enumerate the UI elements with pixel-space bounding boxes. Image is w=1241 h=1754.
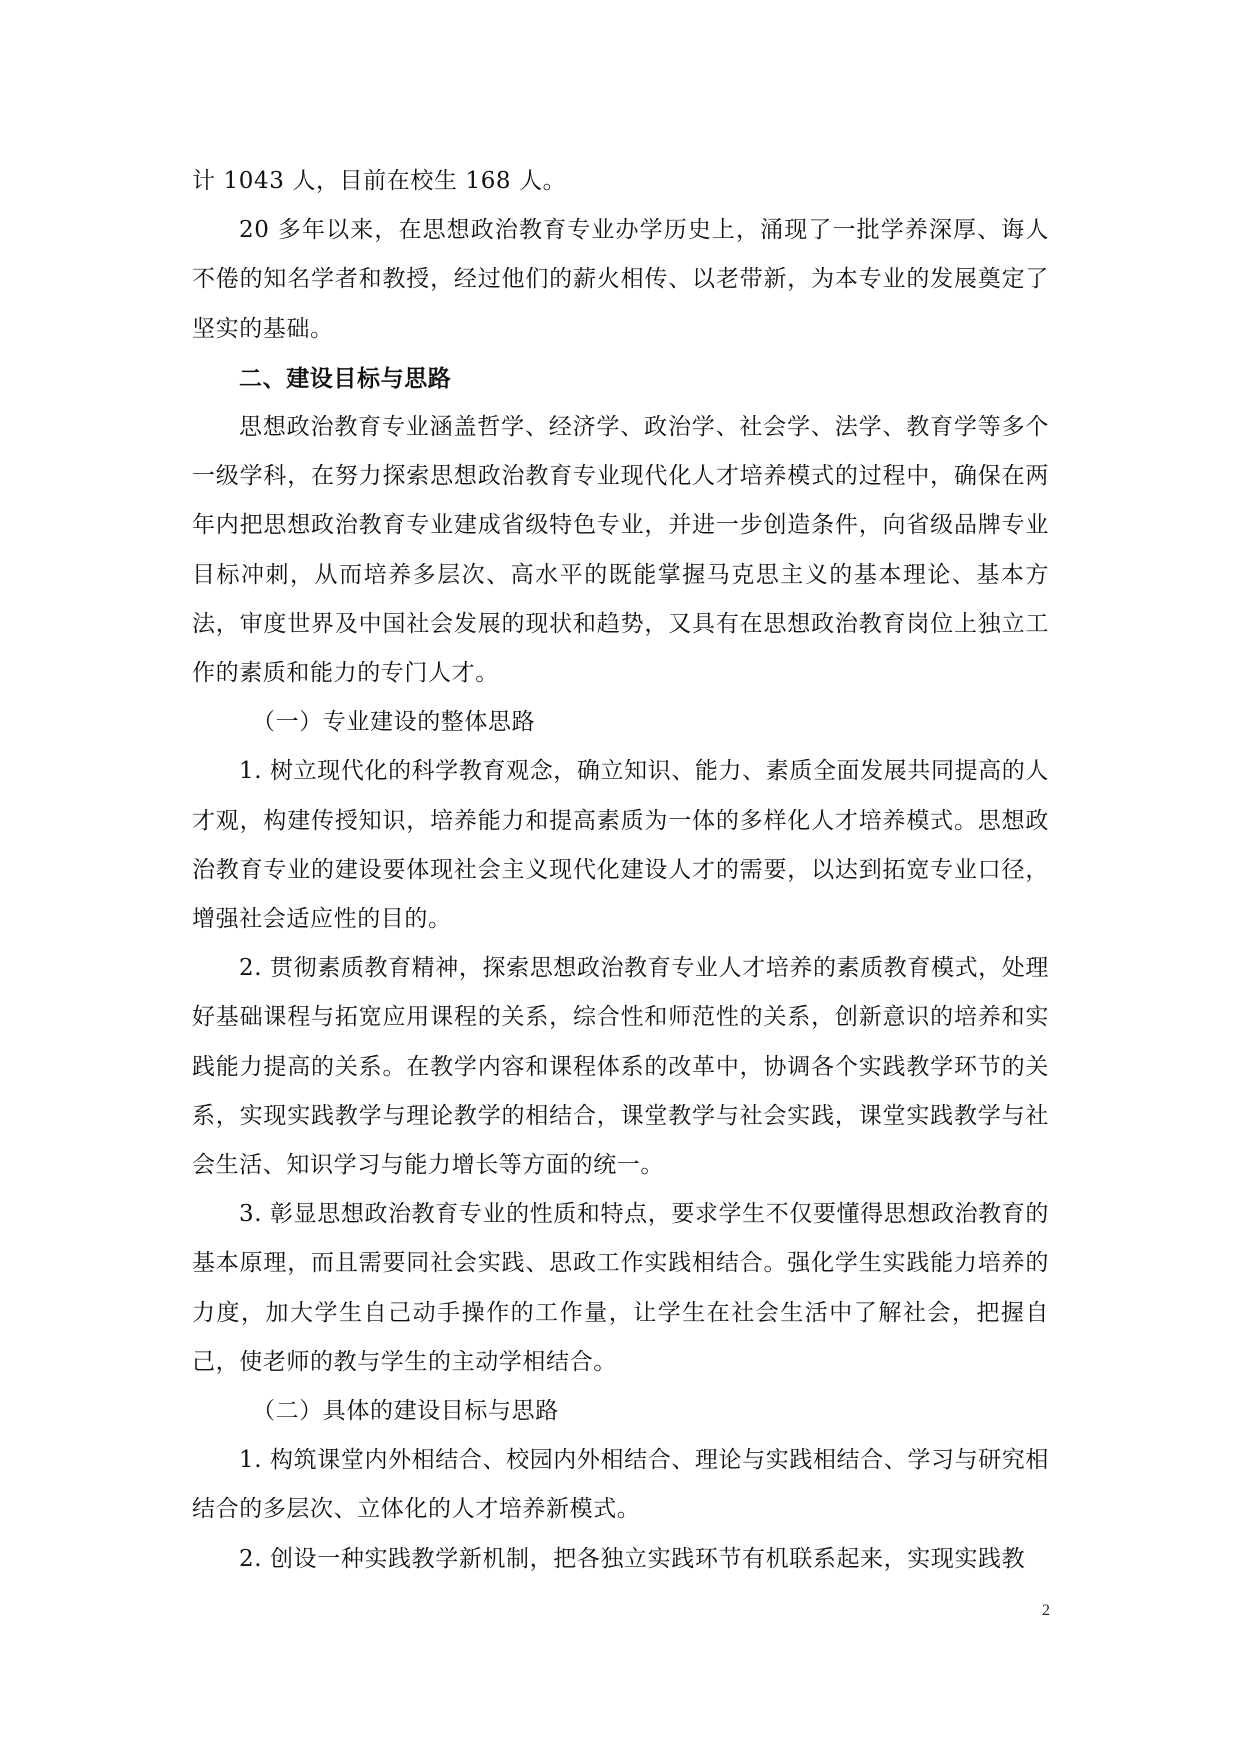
section-heading: 二、建设目标与思路 bbox=[239, 364, 452, 392]
paragraph-goal-1: 1. 构筑课堂内外相结合、校园内外相结合、理论与实践相结合、学习与研究相结合的多层次、立体化的人才培养新模式。 bbox=[192, 1447, 1049, 1523]
page-content bbox=[192, 157, 1049, 1584]
subsection-heading-specific: （二）具体的建设目标与思路 bbox=[252, 1398, 559, 1425]
paragraph-item-3: 3. 彰显思想政治教育专业的性质和特点，要求学生不仅要懂得思想政治教育的基本原理，而且需要同社会实践、思政工作实践相结合。强化学生实践能力培养的力度，加大学生自己动手操作的工作量，让学生在社会生活中了解社会，把握自己，使老师的教与学生的主动学相结合。 bbox=[192, 1201, 1049, 1375]
paragraph-goal-2: 2. 创设一种实践教学新机制，把各独立实践环节有机联系起来，实现实践教 bbox=[239, 1545, 1026, 1572]
subsection-heading-overall: （一）专业建设的整体思路 bbox=[252, 709, 536, 736]
paragraph-item-2: 2. 贯彻素质教育精神，探索思想政治教育专业人才培养的素质教育模式，处理好基础课程与拓宽应用课程的关系，综合性和师范性的关系，创新意识的培养和实践能力提高的关系。在教学内容和课程体系的改革中，协调各个实践教学环节的关系，实现实践教学与理论教学的相结合，课堂教学与社会实践，课堂实践教学与社会生活、知识学习与能力增长等方面的统一。 bbox=[192, 955, 1049, 1179]
paragraph-continuation: 计 1043 人，目前在校生 168 人。 bbox=[192, 168, 567, 194]
paragraph-history: 20 多年以来，在思想政治教育专业办学历史上，涌现了一批学养深厚、诲人不倦的知名学者和教授，经过他们的薪火相传、以老带新，为本专业的发展奠定了坚实的基础。 bbox=[192, 217, 1049, 342]
paragraph-item-1: 1. 树立现代化的科学教育观念，确立知识、能力、素质全面发展共同提高的人才观，构建传授知识，培养能力和提高素质为一体的多样化人才培养模式。思想政治教育专业的建设要体现社会主义现代化建设人才的需要，以达到拓宽专业口径，增强社会适应性的目的。 bbox=[192, 758, 1049, 933]
page-number: 2 bbox=[1042, 1602, 1050, 1619]
paragraph-overview: 思想政治教育专业涵盖哲学、经济学、政治学、社会学、法学、教育学等多个一级学科，在努力探索思想政治教育专业现代化人才培养模式的过程中，确保在两年内把思想政治教育专业建成省级特色专业，并进一步创造条件，向省级品牌专业目标冲刺，从而培养多层次、高水平的既能掌握马克思主义的基本理论、基本方法，审度世界及中国社会发展的现状和趋势，又具有在思想政治教育岗位上独立工作的素质和能力的专门人才。 bbox=[192, 414, 1049, 687]
